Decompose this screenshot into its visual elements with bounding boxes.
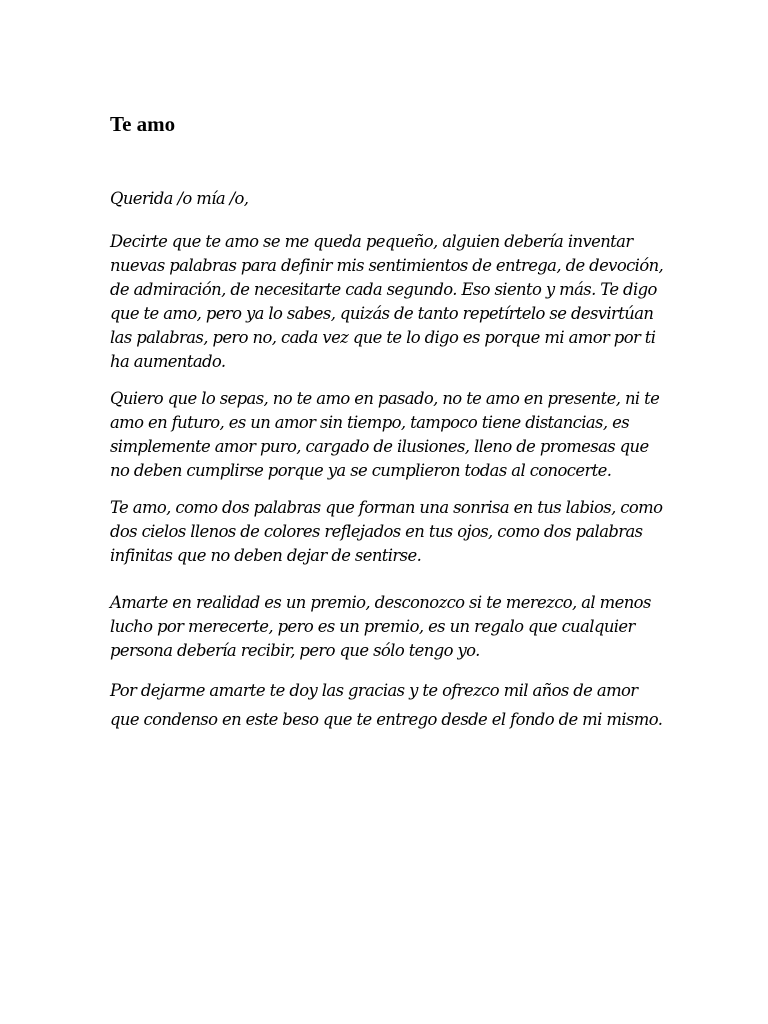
letter-paragraph-3: Te amo, como dos palabras que forman una sonrisa en tus labios, como dos cielos llenos de colores reflejados en tus ojos, como dos palabras infinitas que no deben dejar de sentirse. xyxy=(110,498,663,565)
letter-body xyxy=(110,187,670,734)
letter-paragraph-4: Amarte en realidad es un premio, desconozco si te merezco, al menos lucho por merecerte, pero es un premio, es un regalo que cualquier persona debería recibir, pero que sólo tengo yo. xyxy=(110,593,651,660)
letter-paragraph-2: Quiero que lo sepas, no te amo en pasado, no te amo en presente, ni te amo en futuro, es un amor sin tiempo, tampoco tiene distancias, es simplemente amor puro, cargado de ilusiones, lleno de promesas que no deben cumplirse porque ya se cumplieron todas al conocerte. xyxy=(110,389,660,480)
letter-greeting: Querida /o mía /o, xyxy=(110,189,249,208)
letter-paragraph-5: Por dejarme amarte te doy las gracias y te ofrezco mil años de amor que condenso en este beso que te entrego desde el fondo de mi mismo. xyxy=(110,681,663,729)
letter-paragraph-1: Decirte que te amo se me queda pequeño, alguien debería inventar nuevas palabras para definir mis sentimientos de entrega, de devoción, de admiración, de necesitarte cada segundo. Eso siento y más. Te digo que te amo, pero ya lo sabes, quizás de tanto repetírtelo se desvirtúan las palabras, pero no, cada vez que te lo digo es porque mi amor por ti ha aumentado. xyxy=(110,232,664,371)
document-title: Te amo xyxy=(110,112,176,136)
